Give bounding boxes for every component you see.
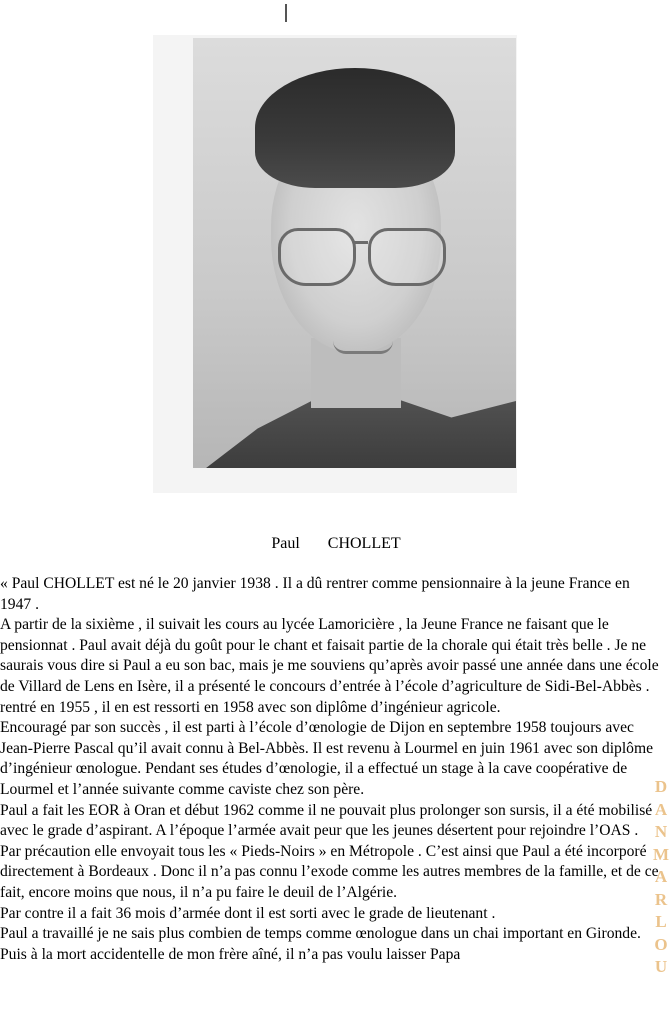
paragraph: Encouragé par son succès , il est parti à l’école d’œnologie de Dijon en septembre 1958 toujours avec Jean-Pierre Pascal qu’il avait connu à Bel-Abbès. Il est revenu à Lourmel en juin 1961 avec son diplôme d’ingénieur œnologue. Pendant ses études d’œnologie, il a effectué un stage à la cave coopérative de Lourmel et l’année suivante comme caviste chez son père.	[0, 719, 654, 798]
watermark-letter: N	[654, 822, 668, 841]
portrait-photo	[193, 38, 516, 468]
photo-caption: Paul CHOLLET	[271, 535, 401, 552]
paragraph: Paul a travaillé je ne sais plus combien de temps comme œnologue dans un chai important en Gironde. Puis à la mort accidentelle de mon frère aîné, il n’a pas voulu laisser Papa	[0, 925, 641, 963]
biography-text	[0, 574, 662, 965]
photo-glasses-right	[368, 228, 446, 286]
photo-glasses-bridge	[353, 241, 368, 244]
watermark-letter: O	[654, 934, 668, 954]
photo-glasses-left	[278, 228, 356, 286]
watermark-letter: D	[654, 777, 668, 796]
watermark-letter: A	[654, 867, 668, 886]
paragraph: Par contre il a fait 36 mois d’armée dont il est sorti avec le grade de lieutenant .	[0, 904, 496, 922]
scan-mark	[285, 4, 287, 22]
watermark	[652, 776, 670, 979]
photo-mouth	[333, 341, 393, 354]
watermark-letter: A	[654, 799, 668, 819]
paragraph: « Paul CHOLLET est né le 20 janvier 1938 . Il a dû rentrer comme pensionnaire à la jeune France en 1947 .	[0, 575, 630, 613]
watermark-letter: M	[652, 844, 670, 864]
photo-hair	[255, 68, 455, 188]
paragraph: A partir de la sixième , il suivait les cours au lycée Lamoricière , la Jeune France ne faisant que le pensionnat . Paul avait déjà du goût pour le chant et faisait partie de la chorale qui était très belle . Je ne saurais vous dire si Paul a eu son bac, mais je me souviens qu’après avoir passé une année dans une école de Villard de Lens en Isère, il a présenté le concours d’entrée à l’école d’agriculture de Sidi-Bel-Abbès . rentré en 1955 , il en est ressorti en 1958 avec son diplôme d’ingénieur agricole.	[0, 616, 659, 716]
watermark-letter: U	[654, 957, 668, 976]
watermark-letter: R	[654, 889, 668, 909]
watermark-letter: L	[655, 912, 667, 931]
paragraph: Paul a fait les EOR à Oran et début 1962 comme il ne pouvait plus prolonger son sursis, il a été mobilisé avec le grade d’aspirant. A l’époque l’armée avait peur que les jeunes désertent pour rejoindre l’OAS . Par précaution elle envoyait tous les « Pieds-Noirs » en Métropole . C’est ainsi que Paul a été incorporé directement à Bordeaux . Donc il n’a pas connu l’exode comme les autres membres de la famille, et de ce fait, encore moins que nous, il n’a pu faire le deuil de l’Algérie.	[0, 801, 659, 901]
